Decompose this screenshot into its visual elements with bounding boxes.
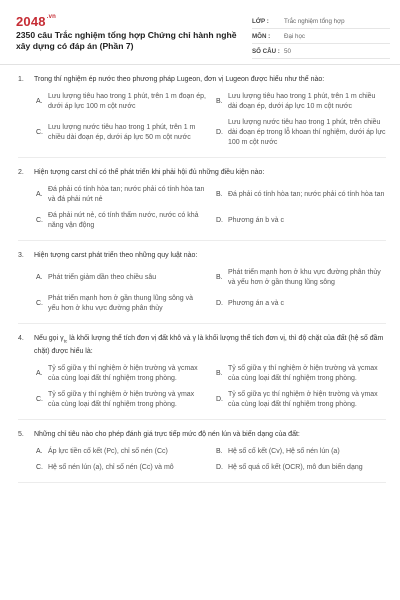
question-text: Hiện tượng carst chỉ có thể phát triển khi phải hội đủ những điều kiện nào:	[34, 169, 265, 176]
option-letter: C.	[36, 464, 43, 472]
question-text: Trong thí nghiệm ép nước theo phương pháp Lugeon, đơn vị Lugeon được hiểu như thế nào:	[34, 76, 325, 83]
option-letter: A.	[36, 448, 43, 456]
option-letter: B.	[216, 274, 223, 281]
option-text: Đá phải có tính hòa tan; nước phải có tính hòa tan và đá phải nứt nẻ	[48, 186, 205, 203]
option-letter: C.	[36, 396, 43, 404]
option-letter: D.	[216, 217, 223, 224]
document-meta	[252, 14, 390, 59]
option-text: Lưu lượng tiêu hao trong 1 phút, trên 1 m chiều dài đoạn ép, dưới áp lực 10 m cột nước	[228, 93, 376, 110]
option-letter: B.	[216, 98, 223, 105]
question-item	[18, 158, 386, 241]
meta-label: LỚP :	[252, 17, 269, 25]
option-text: Tỷ số giữa γ thí nghiệm ở hiện trường và γmax của cùng loại đất thí nghiệm trong phòng.	[48, 391, 195, 409]
question-item	[18, 241, 386, 324]
answer-option[interactable]	[36, 118, 206, 148]
meta-row-question-count	[252, 44, 390, 59]
answer-option[interactable]	[216, 185, 386, 205]
option-text: Tỷ số giữa γ thí nghiệm ở hiện trường và γcmax của cùng loại đất thí nghiệm trong phòng.	[48, 365, 198, 383]
answer-options	[18, 185, 386, 231]
meta-value: 50	[284, 47, 291, 55]
subscript-text: tc	[63, 339, 68, 345]
option-letter: D.	[216, 464, 223, 472]
option-letter: A.	[36, 98, 43, 105]
answer-option[interactable]	[36, 92, 206, 112]
option-letter: C.	[36, 129, 43, 136]
option-letter: A.	[36, 274, 43, 281]
question-item	[18, 324, 386, 420]
answer-option[interactable]	[36, 364, 206, 384]
page-header	[0, 0, 400, 65]
option-text: Phát triển mạnh hơn ở khu vực đường phân thủy và yếu hơn ở gần thung lũng sông	[228, 269, 381, 286]
answer-option[interactable]	[36, 211, 206, 231]
answer-option[interactable]	[36, 447, 206, 457]
meta-label: MÔN :	[252, 32, 271, 40]
question-item	[18, 420, 386, 483]
answer-options	[18, 447, 386, 473]
option-text: Tỷ số giữa γc thí nghiệm ở hiện trường và γmax của cùng loại đất thí nghiệm trong phòng.	[228, 391, 378, 409]
option-text: Lưu lượng nước tiêu hao trong 1 phút, trên 1 m chiều dài đoạn ép, dưới áp lực 50 m cột nước	[48, 124, 196, 141]
question-item	[18, 65, 386, 158]
question-text-part: Nếu gọi γ	[34, 335, 64, 342]
option-text: Phát triển giảm dần theo chiều sâu	[48, 274, 157, 281]
option-letter: B.	[216, 370, 223, 378]
question-list	[0, 65, 400, 483]
question-number: 2.	[18, 169, 24, 176]
question-number: 5.	[18, 431, 24, 439]
answer-option[interactable]	[36, 463, 206, 473]
answer-option[interactable]	[216, 211, 386, 231]
option-text: Hệ số quá cố kết (OCR), mô đun biến dạng	[228, 464, 363, 472]
option-text: Lưu lượng nước tiêu hao trong 1 phút, trên chiều dài đoạn ép trong lỗ khoan thí nghiệm, dưới áp lực 100 m cột nước	[228, 119, 386, 146]
option-letter: D.	[216, 396, 223, 404]
answer-option[interactable]	[216, 390, 386, 410]
logo-text: 2048	[16, 14, 46, 29]
answer-option[interactable]	[216, 92, 386, 112]
question-text-part: là khối lượng thể tích đơn vị đất khô và γ là khối lượng thể tích đơn vị, thì độ chặt của đất (hệ số đầm chặt) được hiểu là:	[34, 335, 384, 356]
meta-label: SỐ CÂU :	[252, 47, 280, 55]
answer-option[interactable]	[216, 118, 386, 148]
meta-value: Đại học	[284, 32, 305, 40]
option-text: Phương án b và c	[228, 217, 284, 224]
option-text: Hệ số cố kết (Cv), Hệ số nén lún (a)	[228, 448, 340, 456]
option-text: Đá phải có tính hòa tan; nước phải có tính hòa tan	[228, 191, 385, 198]
question-text: Những chỉ tiêu nào cho phép đánh giá trực tiếp mức độ nén lún và biến dạng của đất:	[34, 431, 300, 439]
option-text: Hệ số nén lún (a), chỉ số nén (Cc) và mô	[48, 464, 174, 472]
option-text: Phương án a và c	[228, 300, 284, 307]
option-text: Phát triển mạnh hơn ở gần thung lũng sông và yếu hơn ở khu vực đường phân thủy	[48, 295, 194, 312]
option-letter: D.	[216, 300, 223, 307]
answer-option[interactable]	[216, 294, 386, 314]
meta-value: Trắc nghiệm tổng hợp	[284, 17, 345, 25]
question-text	[34, 334, 386, 357]
answer-option[interactable]	[36, 268, 206, 288]
option-text: Đá phải nứt nẻ, có tính thấm nước, nước có khả năng vận động	[48, 212, 199, 229]
answer-options	[18, 92, 386, 148]
question-number: 1.	[18, 76, 24, 83]
document-title: 2350 câu Trắc nghiệm tổng hợp Chứng chỉ hành nghề xây dựng có đáp án (Phần 7)	[16, 30, 237, 51]
question-number: 3.	[18, 252, 24, 259]
question-text: Hiện tượng carst phát triển theo những quy luật nào:	[34, 252, 198, 259]
site-logo[interactable]	[16, 14, 56, 29]
answer-option[interactable]	[36, 294, 206, 314]
question-number: 4.	[18, 335, 24, 342]
option-letter: A.	[36, 370, 43, 378]
answer-options	[18, 364, 386, 410]
answer-options	[18, 268, 386, 314]
option-letter: C.	[36, 300, 43, 307]
meta-row-subject	[252, 29, 390, 44]
option-letter: C.	[36, 217, 43, 224]
option-text: Lưu lượng tiêu hao trong 1 phút, trên 1 m đoạn ép, dưới áp lực 100 m cột nước	[48, 93, 206, 110]
answer-option[interactable]	[216, 463, 386, 473]
meta-row-class	[252, 14, 390, 29]
option-text: Tỷ số giữa γ thí nghiệm ở hiện trường và γcmax của cùng loại đất thí nghiệm trong phòng.	[228, 365, 378, 383]
logo-suffix: .vn	[46, 14, 57, 20]
answer-option[interactable]	[216, 447, 386, 457]
option-letter: B.	[216, 191, 223, 198]
option-text: Áp lực tiền cố kết (Pc), chỉ số nén (Cc)	[48, 448, 168, 456]
answer-option[interactable]	[216, 268, 386, 288]
option-letter: B.	[216, 448, 223, 456]
answer-option[interactable]	[216, 364, 386, 384]
option-letter: A.	[36, 191, 43, 198]
answer-option[interactable]	[36, 185, 206, 205]
option-letter: D.	[216, 129, 223, 136]
answer-option[interactable]	[36, 390, 206, 410]
